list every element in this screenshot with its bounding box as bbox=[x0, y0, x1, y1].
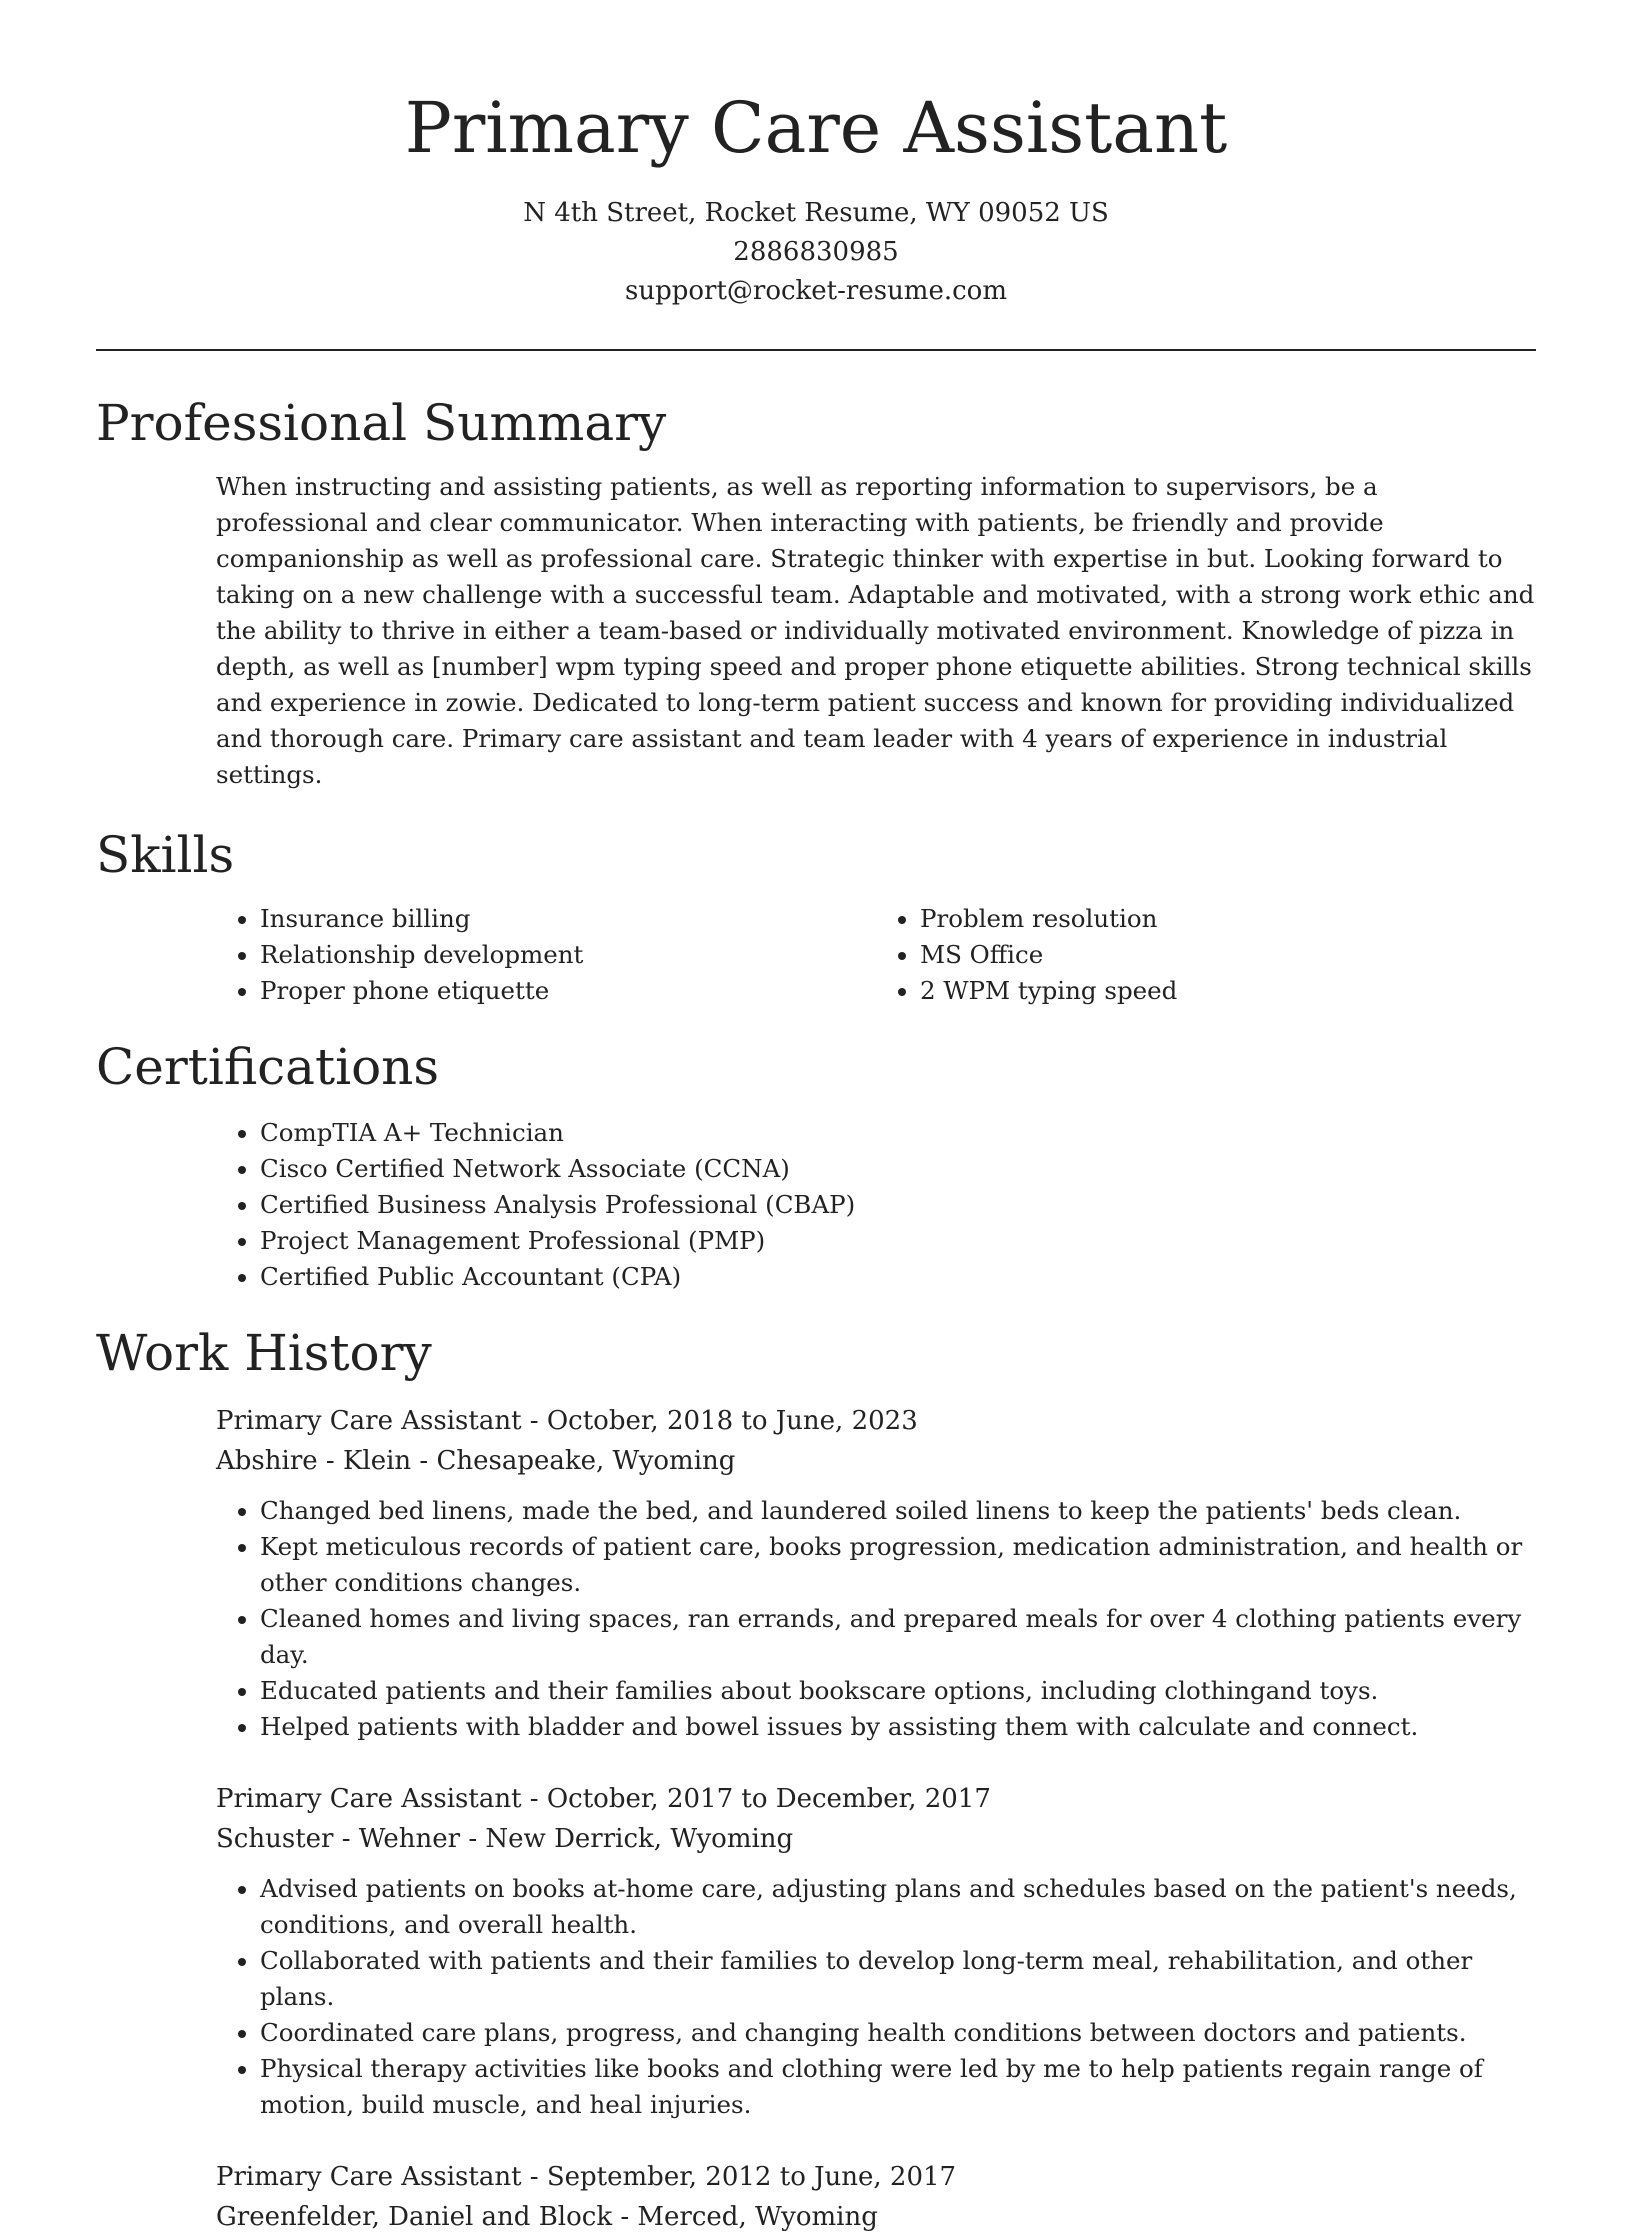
job-title: Primary Care Assistant bbox=[216, 1406, 522, 1436]
certification-item: • Project Management Professional (PMP) bbox=[260, 1223, 1536, 1259]
job-bullet: • Helped patients with bladder and bowel issues by assisting them with calculate and connect. bbox=[260, 1709, 1536, 1745]
job-company-line: Abshire - Klein - Chesapeake, Wyoming bbox=[216, 1446, 736, 1476]
job-company-line: Greenfelder, Daniel and Block - Merced, Wyoming bbox=[216, 2202, 878, 2232]
resume-header bbox=[0, 0, 1632, 311]
certification-item: • Cisco Certified Network Associate (CCNA) bbox=[260, 1151, 1536, 1187]
candidate-name: Primary Care Assistant bbox=[404, 87, 1228, 169]
job-bullets bbox=[216, 1871, 1536, 2123]
job-title: Primary Care Assistant bbox=[216, 2162, 522, 2192]
skills-column-left bbox=[216, 901, 876, 1009]
skill-item: • Insurance billing bbox=[260, 901, 876, 937]
certifications-list bbox=[216, 1115, 1536, 1295]
job-title-line: Primary Care Assistant - October, 2018 to June, 2023 bbox=[216, 1406, 918, 1436]
job-bullet: • Cleaned homes and living spaces, ran errands, and prepared meals for over 4 clothing patients every day. bbox=[260, 1601, 1536, 1673]
job-company: Abshire - Klein bbox=[216, 1446, 412, 1476]
contact-block bbox=[0, 194, 1632, 311]
skills-column-right bbox=[876, 901, 1536, 1009]
job-location: Merced, Wyoming bbox=[637, 2202, 878, 2232]
job-entry bbox=[216, 2157, 1536, 2237]
certifications-ul bbox=[216, 1115, 1536, 1295]
contact-phone: 2886830985 bbox=[733, 237, 899, 267]
section-title-summary: Professional Summary bbox=[96, 394, 667, 452]
job-company: Greenfelder, Daniel and Block bbox=[216, 2202, 613, 2232]
contact-address: N 4th Street, Rocket Resume, WY 09052 US bbox=[523, 198, 1109, 228]
job-entry bbox=[216, 1401, 1536, 1745]
skill-item: • Problem resolution bbox=[920, 901, 1536, 937]
summary-text: When instructing and assisting patients, as well as reporting information to supervisors, be a professional and clear communicator. When interacting with patients, be friendly and provide companionship as well as professional care. Strategic thinker with expertise in but. Looking forward to taking on a new challenge with a successful team. Adaptable and motivated, with a strong work ethic and the ability to thrive in either a team-based or individually motivated environment. Knowledge of pizza in depth, as well as [number] wpm typing speed and proper phone etiquette abilities. Strong technical skills and experience in zowie. Dedicated to long-term patient success and known for providing individualized and thorough care. Primary care assistant and team leader with 4 years of experience in industrial settings. bbox=[216, 472, 1535, 789]
contact-email: support@rocket-resume.com bbox=[624, 276, 1007, 306]
skill-item: • 2 WPM typing speed bbox=[920, 973, 1536, 1009]
job-location: New Derrick, Wyoming bbox=[485, 1824, 794, 1854]
section-title-work-history: Work History bbox=[96, 1324, 432, 1382]
header-divider bbox=[96, 349, 1536, 351]
job-title-line: Primary Care Assistant - October, 2017 to December, 2017 bbox=[216, 1784, 991, 1814]
skill-item: • Proper phone etiquette bbox=[260, 973, 876, 1009]
skills-list bbox=[216, 901, 1536, 1009]
job-location: Chesapeake, Wyoming bbox=[436, 1446, 736, 1476]
job-bullet: • Kept meticulous records of patient care, books progression, medication administration, and health or other conditions changes. bbox=[260, 1529, 1536, 1601]
certification-item: • CompTIA A+ Technician bbox=[260, 1115, 1536, 1151]
section-title-skills: Skills bbox=[96, 826, 235, 884]
job-company-line: Schuster - Wehner - New Derrick, Wyoming bbox=[216, 1824, 794, 1854]
job-dates: September, 2012 to June, 2017 bbox=[546, 2162, 957, 2192]
job-bullet: • Advised patients on books at-home care, adjusting plans and schedules based on the patient's needs, conditions, and overall health. bbox=[260, 1871, 1536, 1943]
job-company: Schuster - Wehner bbox=[216, 1824, 461, 1854]
certification-item: • Certified Public Accountant (CPA) bbox=[260, 1259, 1536, 1295]
job-title: Primary Care Assistant bbox=[216, 1784, 522, 1814]
skill-item: • Relationship development bbox=[260, 937, 876, 973]
section-title-certifications: Certifications bbox=[96, 1038, 440, 1096]
job-bullet: • Physical therapy activities like books and clothing were led by me to help patients regain range of motion, build muscle, and heal injuries. bbox=[260, 2051, 1536, 2123]
job-bullet: • Coordinated care plans, progress, and changing health conditions between doctors and patients. bbox=[260, 2015, 1536, 2051]
job-bullet: • Changed bed linens, made the bed, and laundered soiled linens to keep the patients' beds clean. bbox=[260, 1493, 1536, 1529]
job-bullet: • Educated patients and their families about bookscare options, including clothingand toys. bbox=[260, 1673, 1536, 1709]
job-title-line: Primary Care Assistant - September, 2012 to June, 2017 bbox=[216, 2162, 957, 2192]
job-bullets bbox=[216, 1493, 1536, 1745]
job-dates: October, 2017 to December, 2017 bbox=[546, 1784, 991, 1814]
job-bullet: • Collaborated with patients and their families to develop long-term meal, rehabilitation, and other plans. bbox=[260, 1943, 1536, 2015]
certification-item: • Certified Business Analysis Professional (CBAP) bbox=[260, 1187, 1536, 1223]
job-dates: October, 2018 to June, 2023 bbox=[546, 1406, 918, 1436]
job-entry bbox=[216, 1779, 1536, 2123]
skill-item: • MS Office bbox=[920, 937, 1536, 973]
